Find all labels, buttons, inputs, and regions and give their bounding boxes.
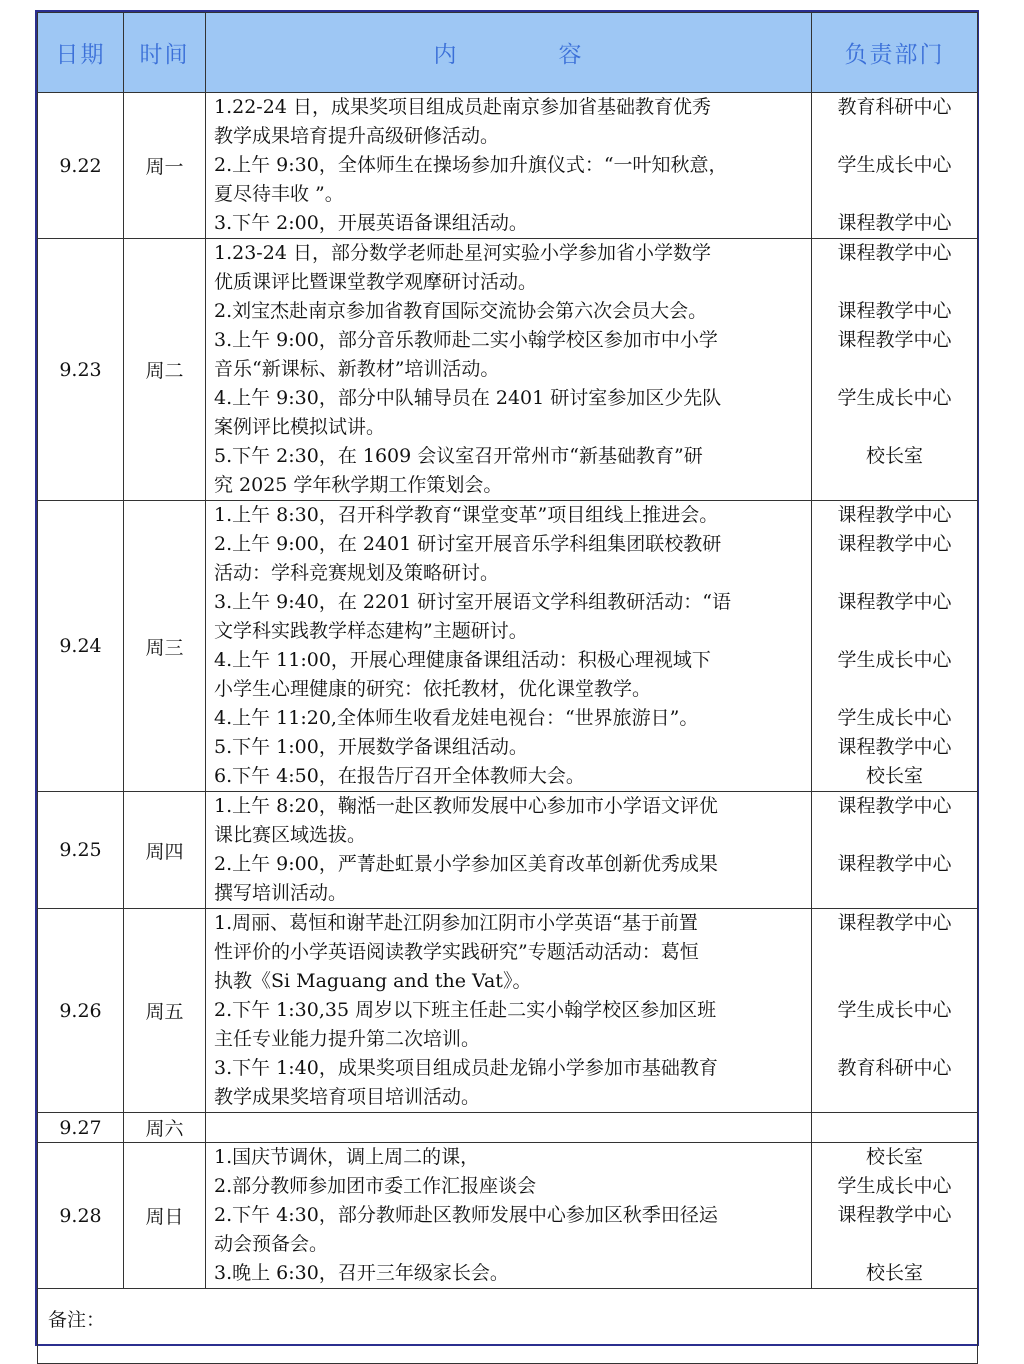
row-day: 周三 <box>124 501 206 792</box>
content-line: 1.22-24 日，成果奖项目组成员赴南京参加省基础教育优秀 <box>214 96 711 118</box>
content-line: 5.下午 1:00，开展数学备课组活动。 <box>214 736 528 758</box>
row-day: 周六 <box>124 1113 206 1143</box>
content-line: 课比赛区域选拔。 <box>214 824 367 846</box>
content-line: 性评价的小学英语阅读教学实践研究”专题活动活动：葛恒 <box>214 941 699 963</box>
content-line: 活动：学科竞赛规划及策略研讨。 <box>214 562 500 584</box>
row-content <box>206 1143 812 1289</box>
content-line: 1.23-24 日，部分数学老师赴星河实验小学参加省小学数学 <box>214 242 711 264</box>
row-date: 9.22 <box>38 93 124 239</box>
dept-line: 学生成长中心 <box>837 154 952 176</box>
content-line: 动会预备会。 <box>214 1233 329 1255</box>
row-content <box>206 909 812 1113</box>
header-content-char-1: 内 <box>433 42 459 68</box>
content-line: 夏尽待丰收 ”。 <box>214 183 344 205</box>
dept-line: 课程教学中心 <box>837 504 952 526</box>
dept-line <box>820 1230 969 1259</box>
dept-line <box>820 675 969 704</box>
dept-line: 校长室 <box>865 1262 923 1284</box>
dept-line: 校长室 <box>865 1146 923 1168</box>
dept-line <box>820 559 969 588</box>
content-line: 3.上午 9:40，在 2201 研讨室开展语文学科组教研活动：“语 <box>214 591 731 613</box>
content-line: 5.下午 2:30，在 1609 会议室召开常州市“新基础教育”研 <box>214 445 703 467</box>
note-label: 备注： <box>38 1289 978 1364</box>
content-line: 3.晚上 6:30，召开三年级家长会。 <box>214 1262 509 1284</box>
dept-line <box>820 967 969 996</box>
header-content <box>206 13 812 93</box>
weekly-schedule-table <box>37 12 978 1364</box>
dept-line: 课程教学中心 <box>837 329 952 351</box>
row-dept <box>812 239 978 501</box>
dept-line: 教育科研中心 <box>837 96 952 118</box>
dept-line <box>820 938 969 967</box>
content-line: 3.下午 2:00，开展英语备课组活动。 <box>214 212 528 234</box>
content-line: 1.周丽、葛恒和谢芊赴江阴参加江阴市小学英语“基于前置 <box>214 912 698 934</box>
content-line: 撰写培训活动。 <box>214 882 348 904</box>
content-line: 1.上午 8:30，召开科学教育“课堂变革”项目组线上推进会。 <box>214 504 719 526</box>
dept-line: 课程教学中心 <box>837 853 952 875</box>
row-date: 9.27 <box>38 1113 124 1143</box>
content-line: 1.上午 8:20，鞠湉一赴区教师发展中心参加市小学语文评优 <box>214 795 718 817</box>
content-line: 优质课评比暨课堂教学观摩研讨活动。 <box>214 271 538 293</box>
content-line: 究 2025 学年秋学期工作策划会。 <box>214 474 503 496</box>
row-content <box>206 792 812 909</box>
row-dept <box>812 501 978 792</box>
schedule-row <box>38 1143 978 1289</box>
dept-line: 课程教学中心 <box>837 212 952 234</box>
content-line: 2.刘宝杰赴南京参加省教育国际交流协会第六次会员大会。 <box>214 300 708 322</box>
row-dept <box>812 909 978 1113</box>
header-content-char-2: 容 <box>558 42 584 68</box>
dept-line: 教育科研中心 <box>837 1057 952 1079</box>
content-line: 教学成果培育提升高级研修活动。 <box>214 125 500 147</box>
dept-line: 学生成长中心 <box>837 387 952 409</box>
row-day: 周日 <box>124 1143 206 1289</box>
dept-line: 课程教学中心 <box>837 242 952 264</box>
header-row <box>38 13 978 93</box>
content-line: 音乐“新课标、新教材”培训活动。 <box>214 358 500 380</box>
row-dept <box>812 792 978 909</box>
content-line: 2.上午 9:00，严菁赴虹景小学参加区美育改革创新优秀成果 <box>214 853 718 875</box>
dept-line <box>820 879 969 908</box>
content-line: 2.上午 9:30，全体师生在操场参加升旗仪式：“一叶知秋意， <box>214 154 728 176</box>
schedule-row <box>38 239 978 501</box>
row-dept <box>812 1113 978 1143</box>
dept-line: 课程教学中心 <box>837 736 952 758</box>
dept-line <box>820 268 969 297</box>
dept-line: 课程教学中心 <box>837 591 952 613</box>
content-line: 教学成果奖培育项目培训活动。 <box>214 1086 481 1108</box>
content-line: 4.上午 11:00，开展心理健康备课组活动：积极心理视域下 <box>214 649 711 671</box>
content-line: 3.下午 1:40，成果奖项目组成员赴龙锦小学参加市基础教育 <box>214 1057 718 1079</box>
header-dept: 负责部门 <box>812 13 978 93</box>
schedule-row <box>38 1113 978 1143</box>
content-line: 案例评比模拟试讲。 <box>214 416 386 438</box>
row-date: 9.23 <box>38 239 124 501</box>
content-line: 1.国庆节调休，调上周二的课， <box>214 1146 480 1168</box>
row-content <box>206 239 812 501</box>
dept-line <box>820 355 969 384</box>
content-line: 执教《Si Maguang and the Vat》。 <box>214 970 532 992</box>
schedule-row <box>38 792 978 909</box>
content-line: 2.下午 4:30，部分教师赴区教师发展中心参加区秋季田径运 <box>214 1204 718 1226</box>
row-day: 周一 <box>124 93 206 239</box>
schedule-row <box>38 909 978 1113</box>
content-line: 3.上午 9:00，部分音乐教师赴二实小翰学校区参加市中小学 <box>214 329 718 351</box>
dept-line <box>820 1083 969 1112</box>
content-line <box>214 1113 803 1142</box>
row-day: 周二 <box>124 239 206 501</box>
row-day: 周四 <box>124 792 206 909</box>
dept-line: 课程教学中心 <box>837 912 952 934</box>
header-day: 时间 <box>124 13 206 93</box>
dept-line <box>820 471 969 500</box>
dept-line: 校长室 <box>865 765 923 787</box>
row-content <box>206 501 812 792</box>
content-line: 2.下午 1:30,35 周岁以下班主任赴二实小翰学校区参加区班 <box>214 999 717 1021</box>
row-content <box>206 93 812 239</box>
dept-line: 学生成长中心 <box>837 707 952 729</box>
row-date: 9.25 <box>38 792 124 909</box>
dept-line <box>820 821 969 850</box>
content-line: 6.下午 4:50，在报告厅召开全体教师大会。 <box>214 765 585 787</box>
content-line: 4.上午 11:20,全体师生收看龙娃电视台：“世界旅游日”。 <box>214 707 699 729</box>
content-line: 4.上午 9:30，部分中队辅导员在 2401 研讨室参加区少先队 <box>214 387 722 409</box>
dept-line: 学生成长中心 <box>837 649 952 671</box>
row-content <box>206 1113 812 1143</box>
row-date: 9.24 <box>38 501 124 792</box>
content-line: 2.上午 9:00，在 2401 研讨室开展音乐学科组集团联校教研 <box>214 533 722 555</box>
content-line: 小学生心理健康的研究：依托教材，优化课堂教学。 <box>214 678 652 700</box>
content-line: 主任专业能力提升第二次培训。 <box>214 1028 481 1050</box>
row-day: 周五 <box>124 909 206 1113</box>
dept-line <box>820 413 969 442</box>
dept-line <box>820 122 969 151</box>
content-line: 文学科实践教学样态建构”主题研讨。 <box>214 620 528 642</box>
header-date: 日期 <box>38 13 124 93</box>
dept-line: 课程教学中心 <box>837 300 952 322</box>
dept-line <box>820 1025 969 1054</box>
note-row <box>38 1289 978 1364</box>
row-dept <box>812 93 978 239</box>
dept-line <box>820 180 969 209</box>
row-dept <box>812 1143 978 1289</box>
schedule-row <box>38 501 978 792</box>
content-line: 2.部分教师参加团市委工作汇报座谈会 <box>214 1175 537 1197</box>
dept-line: 课程教学中心 <box>837 1204 952 1226</box>
dept-line: 校长室 <box>865 445 923 467</box>
schedule-body <box>38 93 978 1289</box>
dept-line: 课程教学中心 <box>837 533 952 555</box>
dept-line: 课程教学中心 <box>837 795 952 817</box>
row-date: 9.28 <box>38 1143 124 1289</box>
dept-line <box>820 617 969 646</box>
dept-line: 学生成长中心 <box>837 999 952 1021</box>
schedule-row <box>38 93 978 239</box>
dept-line: 学生成长中心 <box>837 1175 952 1197</box>
row-date: 9.26 <box>38 909 124 1113</box>
dept-line <box>820 1113 969 1142</box>
